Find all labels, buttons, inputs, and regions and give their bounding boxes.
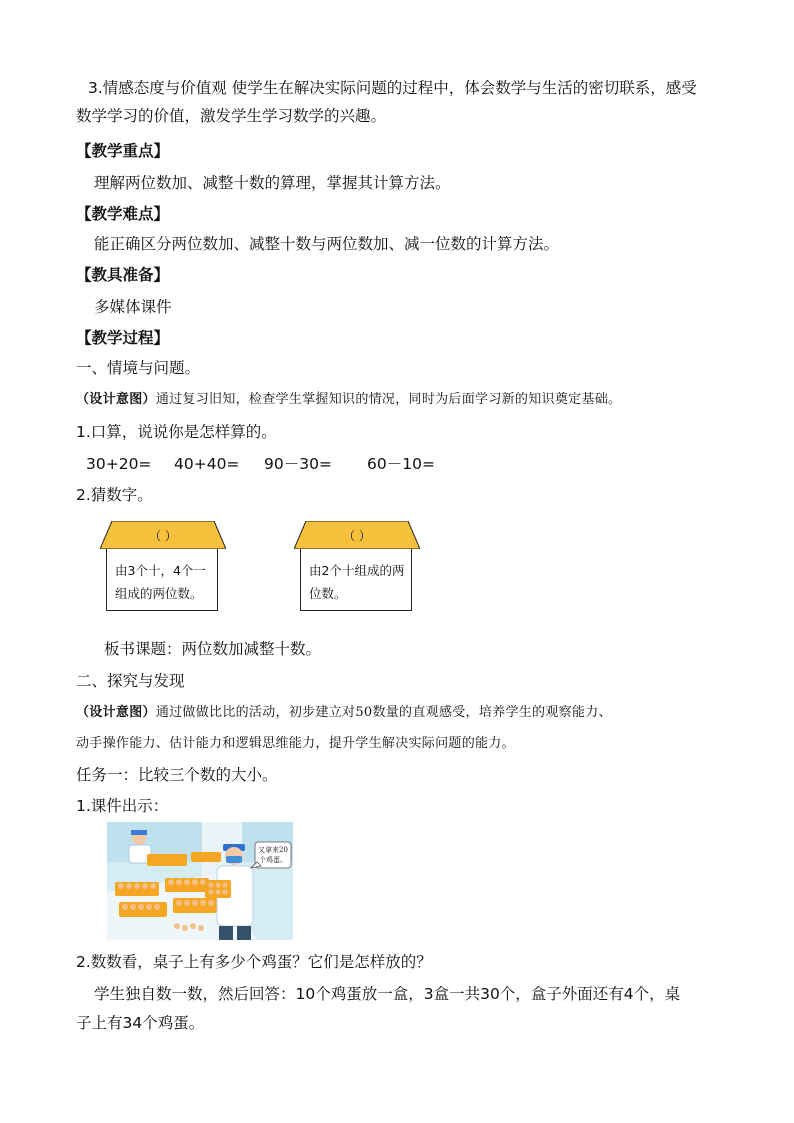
task1-title: 任务一：比较三个数的大小。 bbox=[76, 766, 278, 784]
difficulty-heading: 【教学难点】 bbox=[76, 205, 170, 223]
egg-scene-image bbox=[107, 822, 293, 940]
tools-heading: 【教具准备】 bbox=[76, 266, 170, 284]
house-text-line2: 组成的两位数。 bbox=[115, 586, 203, 601]
answer-line1: 学生独自数一数，然后回答：10个鸡蛋放一盒，3盒一共30个，盒子外面还有4个，桌 bbox=[94, 985, 681, 1003]
design-intent-tag: （设计意图） bbox=[76, 392, 156, 407]
egg-counting-illustration bbox=[107, 822, 293, 940]
section1-title: 一、情境与问题。 bbox=[76, 359, 201, 377]
section2-design-note-line1 bbox=[76, 702, 612, 724]
house-body bbox=[300, 549, 412, 611]
house-text-line1: 由3个十，4个一 bbox=[115, 563, 206, 578]
bubble-line2: 个鸡蛋。 bbox=[259, 856, 287, 864]
objective-3-line1: 3.情感态度与价值观 使学生在解决实际问题的过程中，体会数学与生活的密切联系，感受 bbox=[88, 79, 697, 97]
design-intent-tag: （设计意图） bbox=[76, 705, 156, 720]
design-intent-text: 通过做做比比的活动，初步建立对50数量的直观感受，培养学生的观察能力、 bbox=[155, 705, 612, 720]
calc-4: 60－10= bbox=[367, 455, 435, 473]
design-intent-text: 通过复习旧知，检查学生掌握知识的情况，同时为后面学习新的知识奠定基础。 bbox=[155, 392, 622, 407]
section1-design-note bbox=[76, 389, 621, 411]
house-text-line2: 位数。 bbox=[309, 586, 347, 601]
section2-item2: 2.数数看，桌子上有多少个鸡蛋？它们是怎样放的？ bbox=[76, 953, 432, 971]
section1-item2: 2.猜数字。 bbox=[76, 486, 153, 504]
difficulty-text: 能正确区分两位数加、减整十数与两位数加、减一位数的计算方法。 bbox=[94, 235, 560, 253]
key-point-text: 理解两位数加、减整十数的算理，掌握其计算方法。 bbox=[94, 174, 451, 192]
section1-item1: 1.口算，说说你是怎样算的。 bbox=[76, 423, 277, 441]
objective-3-line2: 数学学习的价值，激发学生学习数学的兴趣。 bbox=[76, 107, 387, 125]
process-heading: 【教学过程】 bbox=[76, 329, 170, 347]
board-title: 板书课题：两位数加减整十数。 bbox=[104, 640, 322, 658]
section2-title: 二、探究与发现 bbox=[76, 672, 185, 690]
calc-2: 40+40= bbox=[174, 455, 240, 473]
section2-item1: 1.课件出示： bbox=[76, 797, 169, 815]
key-point-heading: 【教学重点】 bbox=[76, 142, 170, 160]
house-roof-blank: （ ） bbox=[149, 529, 177, 543]
tools-text: 多媒体课件 bbox=[94, 298, 172, 316]
answer-line2: 子上有34个鸡蛋。 bbox=[76, 1014, 205, 1032]
calc-3: 90－30= bbox=[264, 455, 332, 473]
calc-1: 30+20= bbox=[86, 455, 152, 473]
house-text-line1: 由2个十组成的两 bbox=[309, 563, 405, 578]
bubble-line1: 又拿来20 bbox=[258, 846, 288, 854]
number-house-2 bbox=[294, 521, 420, 621]
number-house-1 bbox=[100, 521, 226, 621]
house-body bbox=[106, 549, 218, 611]
house-roof-blank: （ ） bbox=[343, 529, 371, 543]
section2-design-note-line2: 动手操作能力、估计能力和逻辑思维能力，提升学生解决实际问题的能力。 bbox=[76, 736, 515, 751]
